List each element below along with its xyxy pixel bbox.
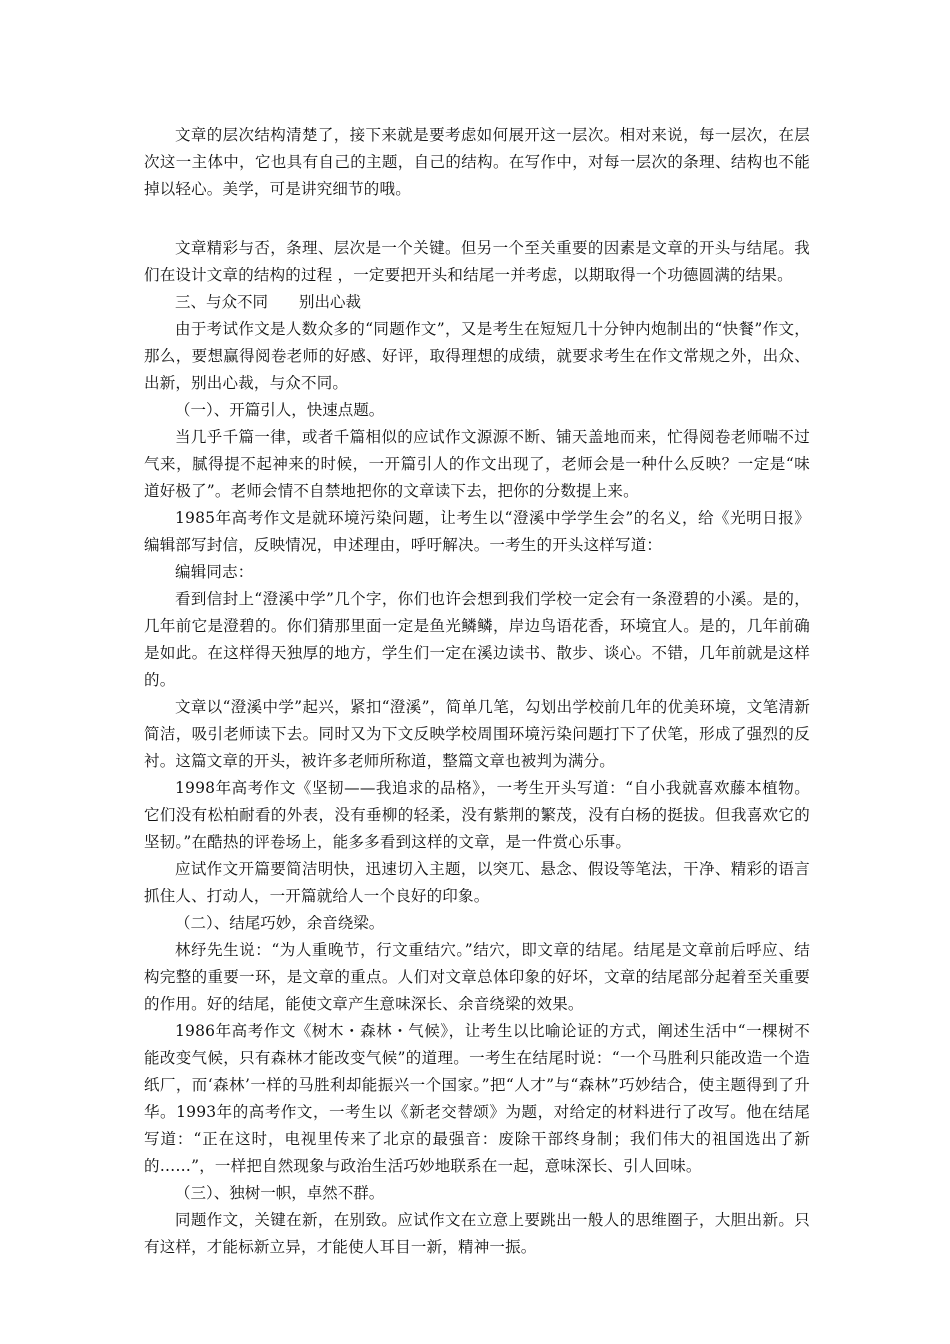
letter-salutation: 编辑同志： bbox=[175, 563, 254, 581]
paragraph: 文章的层次结构清楚了，接下来就是要考虑如何展开这一层次。相对来说，每一层次，在层次这一主体中，它也具有自己的主题，自己的结构。在写作中，对每一层次的条理、结构也不能掉以轻心。美学，可是讲究细节的哦。 bbox=[144, 126, 810, 198]
paragraph: 同题作文，关键在新，在别致。应试作文在立意上要跳出一般人的思维圈子，大胆出新。只有这样，才能标新立异，才能使人耳目一新，精神一振。 bbox=[144, 1211, 810, 1256]
paragraph: 1985年高考作文是就环境污染问题，让考生以“澄溪中学学生会”的名义，给《光明日报》编辑部写封信，反映情况，申述理由，呼吁解决。一考生的开头这样写道： bbox=[144, 509, 810, 554]
paragraph: 1998年高考作文《坚韧——我追求的品格》，一考生开头写道：“自小我就喜欢藤本植物。它们没有松柏耐看的外表，没有垂柳的轻柔，没有紫荆的繁茂，没有白杨的挺拔。但我喜欢它的坚韧。”在酷热的评卷场上，能多多看到这样的文章，是一件赏心乐事。 bbox=[144, 779, 810, 851]
subsection-heading: （一）、开篇引人，快速点题。 bbox=[175, 401, 385, 419]
paragraph: 林纾先生说：“为人重晚节，行文重结穴。”结穴，即文章的结尾。结尾是文章前后呼应、结构完整的重要一环，是文章的重点。人们对文章总体印象的好坏，文章的结尾部分起着至关重要的作用。好的结尾，能使文章产生意味深长、余音绕梁的效果。 bbox=[144, 941, 810, 1013]
paragraph: 看到信封上“澄溪中学”几个字，你们也许会想到我们学校一定会有一条澄碧的小溪。是的，几年前它是澄碧的。你们猜那里面一定是鱼光鳞鳞，岸边鸟语花香，环境宜人。是的，几年前确是如此。在这样得天独厚的地方，学生们一定在溪边读书、散步、谈心。不错，几年前就是这样的。 bbox=[144, 590, 810, 689]
paragraph: 应试作文开篇要简洁明快，迅速切入主题，以突兀、悬念、假设等笔法，干净、精彩的语言抓住人、打动人，一开篇就给人一个良好的印象。 bbox=[144, 860, 810, 905]
blank-line bbox=[144, 203, 810, 235]
paragraph: 1986年高考作文《树木・森林・气候》，让考生以比喻论证的方式，阐述生活中“一棵树不能改变气候，只有森林才能改变气候”的道理。一考生在结尾时说：“一个马胜利只能改造一个造纸厂，而‘森林’一样的马胜利却能振兴一个国家。”把“人才”与“森林”巧妙结合，使主题得到了升华。1993年的高考作文，一考生以《新老交替颂》为题，对给定的材料进行了改写。他在结尾写道：“正在这时，电视里传来了北京的最强音：废除干部终身制；我们伟大的祖国选出了新的……”，一样把自然现象与政治生活巧妙地联系在一起，意味深长、引人回味。 bbox=[144, 1022, 810, 1175]
subsection-heading: （二）、结尾巧妙，余音绕梁。 bbox=[175, 914, 385, 932]
paragraph: 文章以“澄溪中学”起兴，紧扣“澄溪”，简单几笔，勾划出学校前几年的优美环境，文笔清新简洁，吸引老师读下去。同时又为下文反映学校周围环境污染问题打下了伏笔，形成了强烈的反衬。这篇文章的开头，被许多老师所称道，整篇文章也被判为满分。 bbox=[144, 698, 810, 770]
paragraph: 由于考试作文是人数众多的“同题作文”，又是考生在短短几十分钟内炮制出的“快餐”作文，那么，要想赢得阅卷老师的好感、好评，取得理想的成绩，就要求考生在作文常规之外，出众、出新，别出心裁，与众不同。 bbox=[144, 320, 810, 392]
subsection-heading: （三）、独树一帜，卓然不群。 bbox=[175, 1184, 385, 1202]
paragraph: 文章精彩与否，条理、层次是一个关键。但另一个至关重要的因素是文章的开头与结尾。我们在设计文章的结构的过程 ，一定要把开头和结尾一并考虑，以期取得一个功德圆满的结果。 bbox=[144, 239, 810, 284]
paragraph: 当几乎千篇一律，或者千篇相似的应试作文源源不断、铺天盖地而来，忙得阅卷老师喘不过气来，腻得提不起神来的时候，一开篇引人的作文出现了，老师会是一种什么反映？一定是“味道好极了”。老师会情不自禁地把你的文章读下去，把你的分数提上来。 bbox=[144, 428, 810, 500]
section-heading: 三、与众不同 别出心裁 bbox=[175, 293, 362, 311]
document-body bbox=[144, 122, 810, 1261]
